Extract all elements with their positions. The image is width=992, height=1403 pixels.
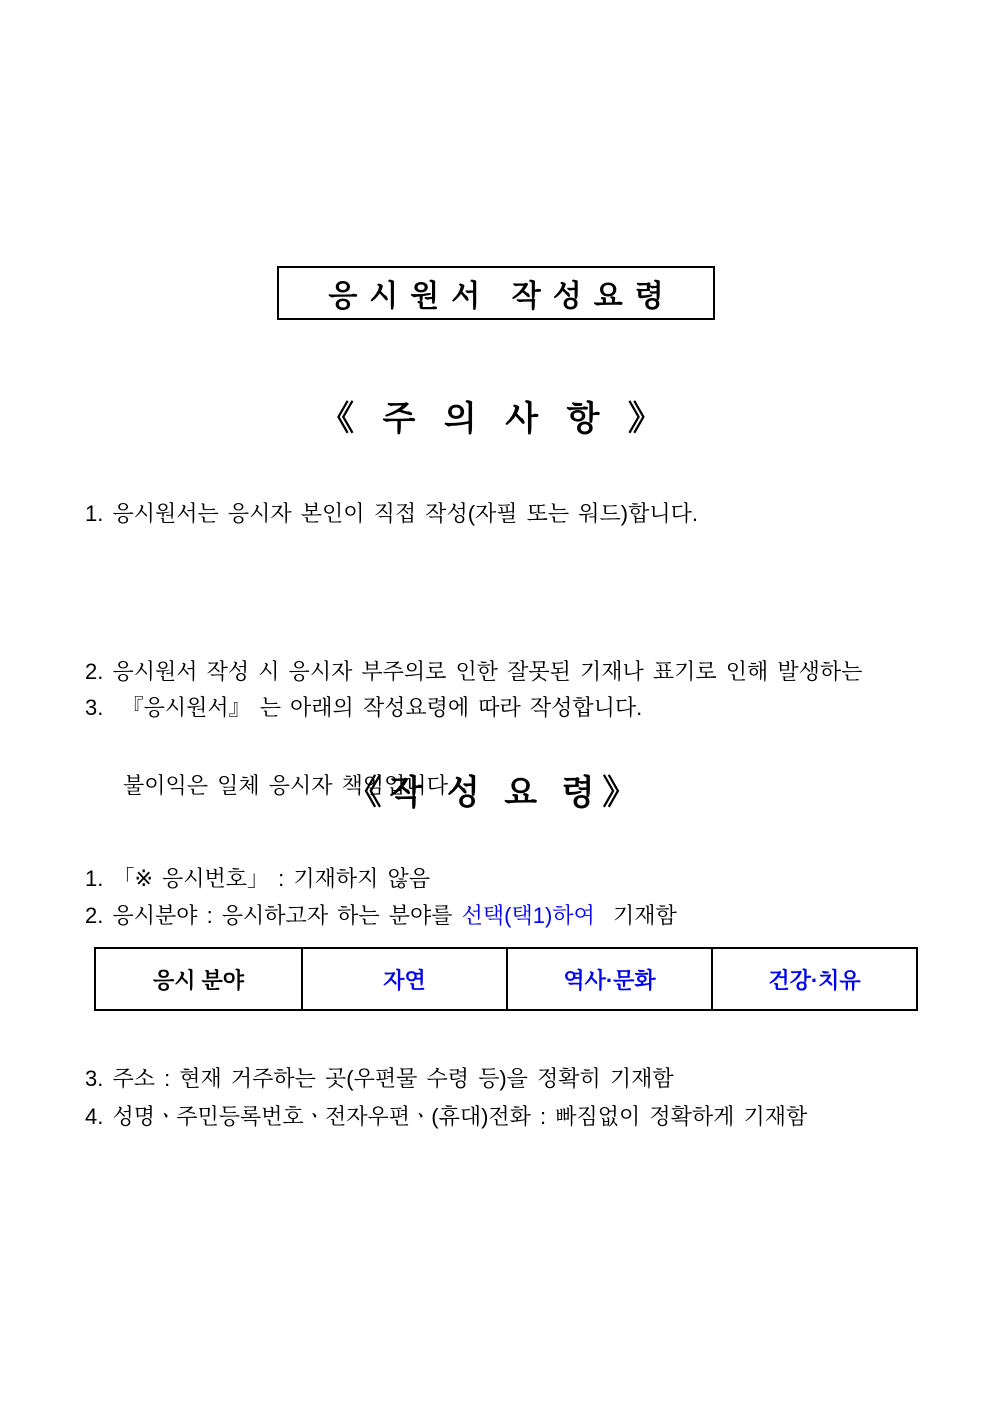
notice-item-2 xyxy=(85,577,862,881)
document-title: 응시원서 작성요령 xyxy=(328,280,676,313)
guideline-item-2 xyxy=(85,901,677,931)
guideline-item-2-suffix: 기재함 xyxy=(594,903,677,928)
guideline-item-2-highlight: 선택(택1)하여 xyxy=(461,903,595,928)
guideline-item-2-prefix: 2. 응시분야 : 응시하고자 하는 분야를 xyxy=(85,903,462,928)
guidelines-section-heading: 《작 성 요 령》 xyxy=(347,775,645,812)
notice-item-2-line-2: 불이익은 일체 응시자 책임입니다. xyxy=(123,773,454,798)
table-cell-field-label: 응시 분야 xyxy=(152,967,245,993)
guideline-item-3: 3. 주소 : 현재 거주하는 곳(우편물 수령 등)을 정확히 기재함 xyxy=(85,1066,674,1091)
table-cell-option-health-healing: 건강·치유 xyxy=(711,949,916,1009)
notice-item-3: 3. 『응시원서』 는 아래의 작성요령에 따라 작성합니다. xyxy=(85,695,643,720)
notice-item-1: 1. 응시원서는 응시자 본인이 직접 작성(자필 또는 워드)합니다. xyxy=(85,501,698,526)
guideline-item-4: 4. 성명ㆍ주민등록번호ㆍ전자우편ㆍ(휴대)전화 : 빠짐없이 정확하게 기재함 xyxy=(85,1104,808,1129)
notice-section-heading: 《 주 의 사 항 》 xyxy=(320,401,672,438)
application-field-table xyxy=(94,947,918,1011)
guideline-item-1: 1. 「※ 응시번호」 : 기재하지 않음 xyxy=(85,866,430,891)
table-cell-option-nature: 자연 xyxy=(301,949,506,1009)
notice-item-2-line-1: 2. 응시원서 작성 시 응시자 부주의로 인한 잘못된 기재나 표기로 인해 발생하는 xyxy=(85,659,863,684)
table-cell-option-history-culture: 역사·문화 xyxy=(506,949,711,1009)
document-title-box xyxy=(277,266,715,320)
